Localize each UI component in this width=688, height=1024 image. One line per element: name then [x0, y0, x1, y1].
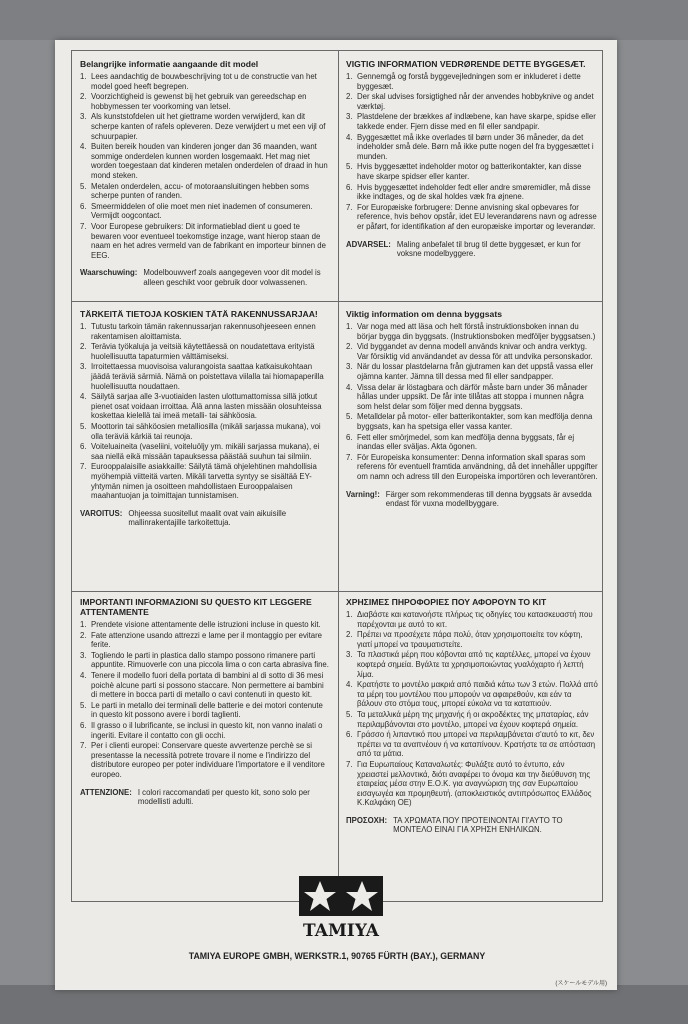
item-text: Vid byggandet av denna modell används knivar och andra verktyg. Var försiktig vid användandet av dessa för att undvika personskador. — [357, 342, 593, 361]
background-top — [0, 0, 688, 40]
item-text: Tutustu tarkoin tämän rakennussarjan rakennusohjeeseen ennen rakentamisen aloittamista. — [91, 322, 316, 341]
list-item — [80, 462, 330, 500]
list-item — [346, 72, 598, 91]
list-item — [80, 671, 330, 700]
section-heading: VIGTIG INFORMATION VEDRØRENDE DETTE BYGGESÆT. — [346, 59, 586, 69]
warning-text: Modelbouwverf zoals aangegeven voor dit model is alleen geschikt voor gebruik door volwassenen. — [143, 268, 321, 287]
list-item — [80, 741, 330, 779]
item-number: 1. — [80, 322, 87, 331]
list-item — [80, 112, 330, 141]
item-number: 3. — [346, 362, 353, 372]
list-item — [80, 72, 330, 91]
item-number: 5. — [80, 181, 87, 191]
item-text: Vissa delar är löstagbara och därför måste barn under 36 månader hållas under uppsikt. De får inte tillåtas att stoppa i munnen några som helst delar som följer med denna byggsats. — [357, 382, 588, 411]
item-number: 1. — [80, 72, 87, 81]
info-list — [80, 322, 330, 501]
item-text: Hvis byggesættet indeholder fedt eller andre smøremidler, må disse ikke indtages, og de skal holdes væk fra øjnene. — [357, 182, 591, 202]
item-number: 3. — [346, 112, 353, 122]
item-text: Als kunststofdelen uit het giettrame worden verwijderd, kan dit scherpe kanten of rafels opleveren. Deze verwijdert u met een vijl of schuurpapier. — [91, 112, 326, 141]
list-item — [80, 422, 330, 441]
list-item — [346, 183, 598, 202]
list-item — [346, 650, 598, 679]
item-number: 2. — [80, 342, 87, 352]
warning-label: Varning!: — [346, 489, 380, 499]
item-text: Der skal udvises forsigtighed når der anvendes hobbyknive og andet værktøj. — [357, 92, 594, 111]
item-number: 7. — [80, 221, 87, 231]
item-text: Terävia työkaluja ja veitsiä käytettäessä on noudatettava erityistä huolellisuutta tapaturmien välttämiseksi. — [91, 342, 315, 361]
item-number: 3. — [80, 362, 87, 372]
item-number: 5. — [80, 421, 87, 431]
list-item — [346, 162, 598, 181]
list-item — [80, 322, 330, 341]
item-text: Var noga med att läsa och helt förstå instruktionsboken innan du börjar bygga din byggsats. (Instruktionsboken medföljer byggsatsen.) — [357, 322, 596, 341]
company-address: TAMIYA EUROPE GMBH, WERKSTR.1, 90765 FÜRTH (BAY.), GERMANY — [188, 951, 486, 961]
item-text: Irroitettaessa muovisoisa valurangoista saattaa katkaisukohtaan jäädä teräviä särmiä. Nämä on poistettava viilalla tai hiomapaperilla huolellisuutta noudattaen. — [91, 362, 324, 391]
list-item — [80, 142, 330, 180]
item-text: Κρατήστε το μοντέλο μακριά από παιδιά κάτω των 3 ετών. Πολλά από τα μέρη του μοντέλου που μπορούν να αφαιρεθούν, και εάν τα βάλουν στο στόμα τους, μπορεί εύκολα να τα καταπιούν. — [357, 680, 598, 709]
item-text: Metalen onderdelen, accu- of motoraansluitingen hebben soms scherpe punten of randen. — [91, 181, 310, 201]
item-text: Gennemgå og forstå byggevejledningen som er inkluderet i dette byggesæt. — [357, 72, 581, 91]
item-text: Τα πλαστικά μέρη που κόβονται από τις καρτέλλες, μπορεί να έχουν κοφτερά σημεία. Βγάλτε τα χρησιμοποιώντας γυαλόχαρτο ή λεπτή λίμα. — [357, 650, 591, 679]
item-number: 4. — [346, 382, 353, 392]
warning — [346, 490, 598, 509]
list-item — [346, 133, 598, 162]
list-item — [346, 710, 598, 729]
list-item — [80, 701, 330, 720]
info-list — [346, 72, 598, 232]
item-number: 1. — [346, 322, 353, 331]
item-text: Διαβάστε και κατανοήστε πλήρως τις οδηγίες του κατασκευαστή που παρέχονται με αυτό το κιτ. — [357, 610, 593, 629]
info-grid — [71, 50, 603, 902]
item-number: 2. — [80, 630, 87, 640]
instruction-sheet — [55, 40, 617, 990]
info-list — [346, 610, 598, 808]
item-text: Eurooppalaisille asiakkaille: Säilytä tämä ohjelehtinen mahdollisia myöhempiä viitteitä varten. Mikäli tarvetta syntyy se sisältää EY-yhtymän nimen ja osoitteen mahdollistaen Eurooppalaisen maahantuojan ja toimittajan tunnistamisen. — [91, 462, 317, 501]
list-item — [346, 680, 598, 709]
list-item — [80, 202, 330, 221]
item-text: Fate attenzione usando attrezzi e lame per il montaggio per evitare ferite. — [91, 630, 323, 650]
list-item — [80, 92, 330, 111]
item-text: När du lossar plastdelarna från gjutramen kan det uppstå vassa eller ojämna kanter. Jämna till dessa med fil eller sandpapper. — [357, 362, 594, 381]
item-number: 2. — [346, 92, 353, 102]
scale-model-note: (スケールモデル用) — [555, 981, 607, 987]
warning — [80, 788, 330, 807]
warning — [346, 240, 598, 259]
item-number: 6. — [346, 730, 353, 740]
item-number: 7. — [346, 202, 353, 212]
item-text: Voorzichtigheid is gewenst bij het gebruik van gereedschap en hobbymessen ter voorkoming van letsel. — [91, 92, 307, 111]
item-number: 5. — [346, 412, 353, 422]
item-number: 5. — [80, 700, 87, 710]
section-heading: IMPORTANTI INFORMAZIONI SU QUESTO KIT LEGGERE ATTENTAMENTE — [80, 597, 312, 617]
item-number: 3. — [346, 650, 353, 660]
item-text: Voor Europese gebruikers: Dit informatieblad dient u goed te bewaren voor eventueel toekomstige inzage, want hierop staan de naam en het adres vermeld van de fabrikant en importeur binnen de EEG. — [91, 221, 326, 260]
warning-text: I colori raccomandati per questo kit, sono solo per modellisti adulti. — [137, 787, 310, 807]
item-text: Tenere il modello fuori della portata di bambini al di sotto di 36 mesi poichè alcune parti si possono staccare. Non permettere ai bambini di mettere in bocca parti di metallo o cavi contenuti in questo kit. — [91, 670, 324, 700]
item-number: 2. — [80, 92, 87, 102]
row-divider-1 — [72, 301, 602, 302]
column-divider — [338, 51, 339, 901]
item-number: 6. — [346, 182, 353, 192]
list-item — [346, 760, 598, 808]
section-finnish — [80, 309, 330, 589]
item-number: 4. — [80, 670, 87, 680]
item-number: 6. — [80, 720, 87, 730]
item-number: 5. — [346, 162, 353, 172]
section-danish — [346, 59, 598, 299]
list-item — [80, 631, 330, 650]
section-heading: Viktig information om denna byggsats — [346, 309, 502, 319]
item-number: 7. — [346, 452, 353, 462]
item-text: Le parti in metallo dei terminali delle batterie e dei motori contenute in questo kit possono avere i bordi taglienti. — [91, 700, 323, 720]
item-number: 4. — [346, 132, 353, 142]
section-dutch — [80, 59, 330, 299]
item-text: Fett eller smörjmedel, som kan medfölja denna byggsats, får ej inandas eller sväljas. Akta ögonen. — [357, 432, 575, 452]
warning-label: ΠΡΟΣΟΧΗ: — [346, 815, 388, 825]
list-item — [346, 630, 598, 649]
section-heading: Belangrijke informatie aangaande dit model — [80, 59, 259, 69]
item-text: Γράσσο ή λιπαντικό που μπορεί να περιλαμβάνεται σ'αυτό το κιτ, δεν πρέπει να τα αναπνέουν ή να καταπίνουν. Κρατήστε τα σε απόσταση από τα μάτια. — [357, 730, 596, 759]
item-text: För Europeiska konsumenter: Denna information skall sparas som referens för eventuell framtida användning, då det innehåller uppgifter om namn och adress till den Europeiska importören och leverantören. — [357, 452, 598, 481]
warning-label: VAROITUS: — [80, 508, 123, 518]
item-text: Metalldelar på motor- eller batterikontakter, som kan medfölja denna byggsats, kan ha spetsiga eller vassa kanter. — [357, 412, 593, 431]
item-number: 1. — [80, 620, 87, 629]
list-item — [80, 342, 330, 361]
list-item — [346, 362, 598, 381]
list-item — [346, 433, 598, 452]
info-list — [346, 322, 598, 482]
item-text: Hvis byggesættet indeholder motor og batterikontakter, kan disse have skarpe spidser eller kanter. — [357, 162, 582, 181]
item-text: Prendete visione attentamente delle istruzioni incluse in questo kit. — [91, 620, 321, 629]
item-text: Voiteluaineita (vaseliini, voiteluöljy ym. mikäli sarjassa mukana), ei saa niellä eikä missään tapauksessa päästää suuhun tai silmiin. — [91, 442, 320, 461]
warning-label: ATTENZIONE: — [80, 787, 132, 797]
list-item — [80, 442, 330, 461]
list-item — [346, 453, 598, 482]
item-number: 1. — [346, 72, 353, 81]
section-swedish — [346, 309, 598, 589]
list-item — [346, 610, 598, 629]
list-item — [346, 92, 598, 111]
item-text: Lees aandachtig de bouwbeschrijving tot u de constructie van het model goed heeft begrepen. — [91, 72, 317, 91]
section-heading: TÄRKEITÄ TIETOJA KOSKIEN TÄTÄ RAKENNUSSARJAA! — [80, 309, 318, 319]
item-number: 6. — [80, 442, 87, 452]
item-number: 6. — [346, 432, 353, 442]
list-item — [80, 721, 330, 740]
item-number: 4. — [346, 680, 353, 690]
warning — [80, 509, 330, 528]
logo-wordmark: TAMIYA — [303, 921, 379, 941]
item-text: Per i clienti europei: Conservare queste avvertenze perchè se si presentasse la necessità potrete trovare il nome e l'indirizzo del distributore europeo per poter individuare l'importatore e il venditore europeo. — [91, 741, 325, 779]
warning-label: Waarschuwing: — [80, 268, 138, 278]
list-item — [346, 203, 598, 232]
list-item — [80, 362, 330, 391]
item-number: 2. — [346, 342, 353, 352]
warning — [80, 268, 330, 287]
item-number: 7. — [346, 759, 353, 769]
item-number: 6. — [80, 201, 87, 211]
item-text: Il grasso o il lubrificante, se inclusi in questo kit, non vanno inalati o ingeriti. Evitare il contatto con gli occhi. — [91, 720, 323, 740]
warning-text: ΤΑ ΧΡΩΜΑΤΑ ΠΟΥ ΠΡΟΤΕΙΝΟΝΤΑΙ ΓΙ'ΑΥΤΟ ΤΟ ΜΟΝΤΕΛΟ ΕΙΝΑΙ ΓΙΑ ΧΡΗΣΗ ΕΝΗΛΙΚΩΝ. — [393, 815, 563, 835]
item-text: Τα μεταλλικά μέρη της μηχανής ή οι ακροδέκτες της μπαταρίας, εάν περιλαμβάνονται στο μοντέλο, μπορεί να έχουν κοφτερά σημεία. — [357, 709, 589, 729]
background-bottom — [0, 985, 688, 1024]
item-text: Smeermiddelen of olie moet men niet inademen of consumeren. Vermijdt oogcontact. — [91, 201, 313, 221]
item-text: Plastdelene der brækkes af indlæbene, kan have skarpe, spidse eller takkede ender. Fjern disse med en fil eller sandpapir. — [357, 112, 596, 131]
item-number: 1. — [346, 610, 353, 619]
list-item — [346, 322, 598, 341]
list-item — [346, 412, 598, 431]
list-item — [346, 342, 598, 361]
warning-label: ADVARSEL: — [346, 239, 391, 249]
list-item — [80, 620, 330, 630]
list-item — [80, 651, 330, 670]
item-text: Για Ευρωπαίους Καταναλωτές: Φυλάξτε αυτό το έντυπο, εάν χρειαστεί μελλοντικά, διότι αναφέρει το όνομα και την διεύθυνση της εταιρείας μέσα στην Ε.Ο.Κ. για αναγνώριση της σαν Ευρωπαίου εισαγωγέα και προμηθευτή. (αποκλειστικός αντιπρόσωπος Ελλάδος Κ.Καλφάκη ΟΕ) — [357, 759, 592, 808]
warning-text: Maling anbefalet til brug til dette byggesæt, er kun for voksne modelbyggere. — [396, 239, 581, 259]
info-list — [80, 620, 330, 780]
list-item — [80, 222, 330, 260]
item-number: 3. — [80, 650, 87, 660]
tamiya-logo — [291, 876, 391, 946]
info-list — [80, 72, 330, 260]
item-number: 4. — [80, 142, 87, 152]
row-divider-2 — [72, 591, 602, 592]
item-number: 3. — [80, 112, 87, 122]
item-number: 4. — [80, 392, 87, 402]
item-text: Moottorin tai sähköosien metalliosilla (mikäli sarjassa mukana), voi olla teräviä kärkiä tai reunoja. — [91, 421, 321, 441]
item-text: For Europæiske forbrugere: Denne anvisning skal opbevares for reference, hvis behov opstår, idet EU leverandørens navn og adresse er påført, for identifikation af den europæiske importør og leverandør. — [357, 202, 597, 231]
warning-text: Ohjeessa suositellut maalit ovat vain aikuisille mallinrakentajille tarkoitettuja. — [128, 508, 287, 528]
item-text: Säilytä sarjaa alle 3-vuotiaiden lasten ulottumattomissa sillä jotkut pienet osat voidaan irroittaa. Älä anna lasten missään olosuhteissa koskettaa kielellä tai imeä metalli- tai sähköosia. — [91, 392, 322, 421]
item-number: 7. — [80, 741, 87, 751]
list-item — [346, 112, 598, 131]
item-number: 7. — [80, 462, 87, 472]
item-number: 2. — [346, 630, 353, 640]
item-text: Buiten bereik houden van kinderen jonger dan 36 maanden, want sommige onderdelen kunnen worden losgemaakt. Het mag niet worden toegestaan dat kinderen metalen onderdelen of draad in hun mond steken. — [91, 142, 328, 180]
section-greek — [346, 597, 598, 897]
list-item — [80, 182, 330, 201]
warning — [346, 816, 598, 835]
item-number: 5. — [346, 709, 353, 719]
item-text: Byggesættet må ikke overlades til børn under 36 måneder, da det indeholder små dele. Børn må ikke putte nogen del fra byggesættet i munden. — [357, 132, 594, 161]
section-heading: ΧΡΗΣΙΜΕΣ ΠΗΡΟΦΟΡΙΕΣ ΠΟΥ ΑΦΟΡΟΥΝ ΤΟ ΚΙΤ — [346, 597, 547, 607]
item-text: Togliendo le parti in plastica dallo stampo possono rimanere parti appuntite. Rimuoverle con una piccola lima o con carta abrasiva fine. — [91, 650, 329, 670]
list-item — [346, 730, 598, 759]
list-item — [346, 383, 598, 412]
list-item — [80, 392, 330, 421]
section-italian — [80, 597, 330, 897]
warning-text: Färger som rekommenderas till denna byggsats är avsedda endast för vuxna modellbyggare. — [385, 489, 592, 509]
item-text: Πρέπει να προσέχετε πάρα πολύ, όταν χρησιμοποιείτε τον κόφτη, γιατί μπορεί να τραυματιστείτε. — [357, 630, 583, 649]
